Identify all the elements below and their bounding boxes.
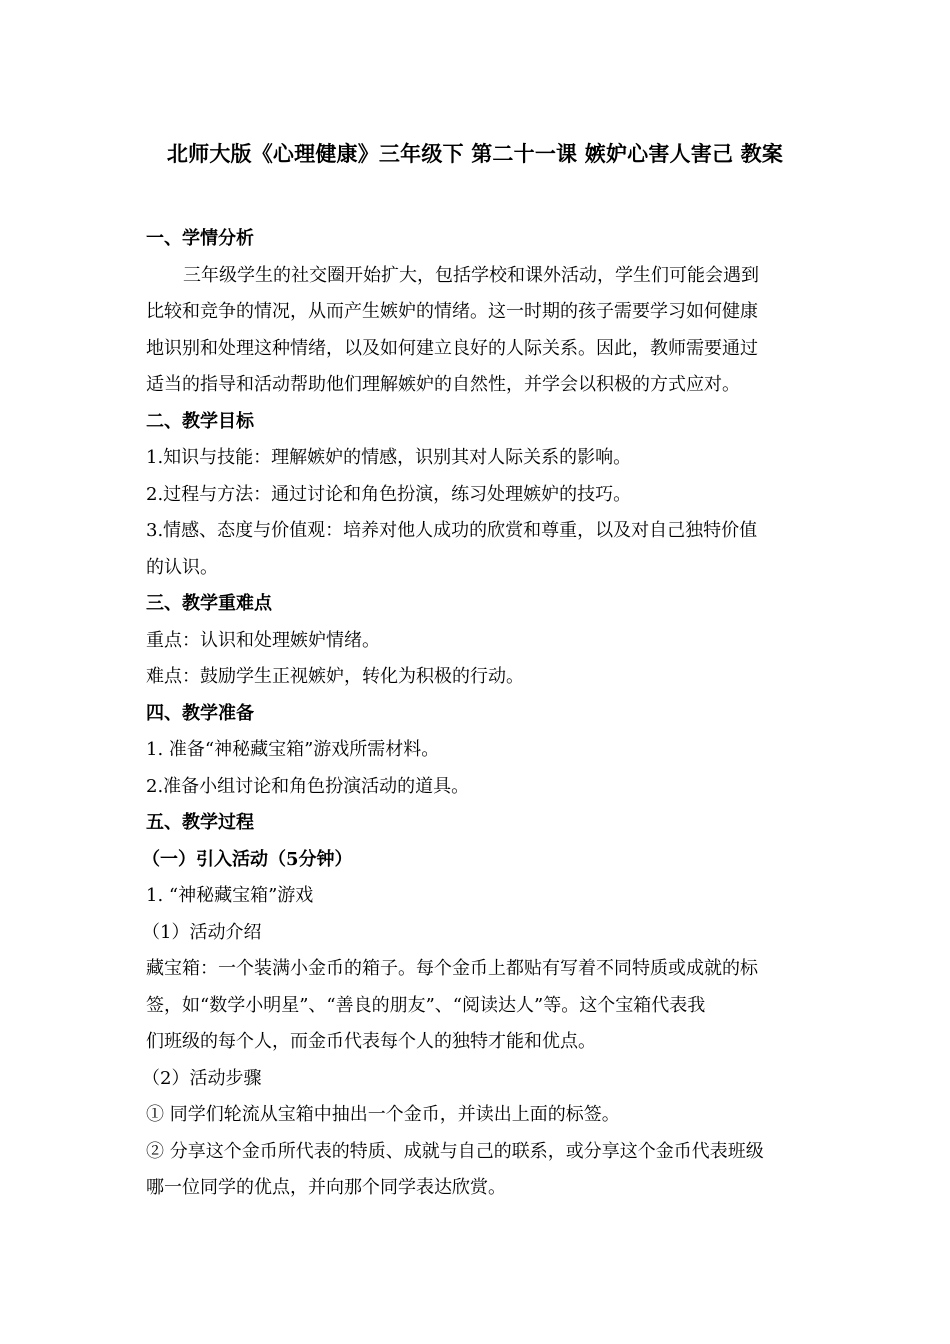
paragraph-line: 们班级的每个人，而金币代表每个人的独特才能和优点。 [146,1031,596,1052]
paragraph-line: 重点：认识和处理嫉妒情绪。 [146,629,380,651]
list-item: 1. 准备“神秘藏宝箱”游戏所需材料。 [146,739,440,760]
paragraph-line: 适当的指导和活动帮助他们理解嫉妒的自然性，并学会以积极的方式应对。 [146,374,740,395]
section-heading: 一、学情分析 [146,228,254,249]
step-item: ① 同学们轮流从宝箱中抽出一个金币，并读出上面的标签。 [146,1104,620,1125]
document-body [142,221,802,1207]
list-item-continuation: 的认识。 [146,556,218,578]
paragraph-line: 三年级学生的社交圈开始扩大，包括学校和课外活动，学生们可能会遇到 [183,264,759,286]
list-item: 1.知识与技能：理解嫉妒的情感，识别其对人际关系的影响。 [146,447,632,468]
list-item: 1. “神秘藏宝箱”游戏 [146,885,314,906]
list-item: 2.准备小组讨论和角色扮演活动的道具。 [146,775,470,797]
paragraph-line: 藏宝箱：一个装满小金币的箱子。每个金币上都贴有写着不同特质或成就的标 [146,958,758,979]
page-title: 北师大版《心理健康》三年级下 第二十一课 嫉妒心害人害己 教案 [166,141,784,166]
paragraph-line: 签，如“数学小明星”、“善良的朋友”、“阅读达人”等。这个宝箱代表我 [146,994,706,1016]
paragraph-line: 比较和竞争的情况，从而产生嫉妒的情绪。这一时期的孩子需要学习如何健康 [146,301,758,322]
step-item: ② 分享这个金币所代表的特质、成就与自己的联系，或分享这个金币代表班级 [146,1140,764,1162]
section-heading: 二、教学目标 [146,410,254,432]
step-item-continuation: 哪一位同学的优点，并向那个同学表达欣赏。 [146,1177,506,1198]
section-heading: 三、教学重难点 [146,593,272,614]
section-heading: 四、教学准备 [146,702,254,724]
section-heading: 五、教学过程 [146,812,254,833]
subitem-heading: （2）活动步骤 [142,1067,262,1089]
list-item: 2.过程与方法：通过讨论和角色扮演，练习处理嫉妒的技巧。 [146,483,632,505]
list-item: 3.情感、态度与价值观：培养对他人成功的欣赏和尊重，以及对自己独特价值 [146,520,758,541]
paragraph-line: 地识别和处理这种情绪，以及如何建立良好的人际关系。因此，教师需要通过 [146,337,758,359]
subsection-heading: （一）引入活动（5分钟） [142,848,353,870]
paragraph-line: 难点：鼓励学生正视嫉妒，转化为积极的行动。 [146,666,524,687]
subitem-heading: （1）活动介绍 [142,921,262,943]
